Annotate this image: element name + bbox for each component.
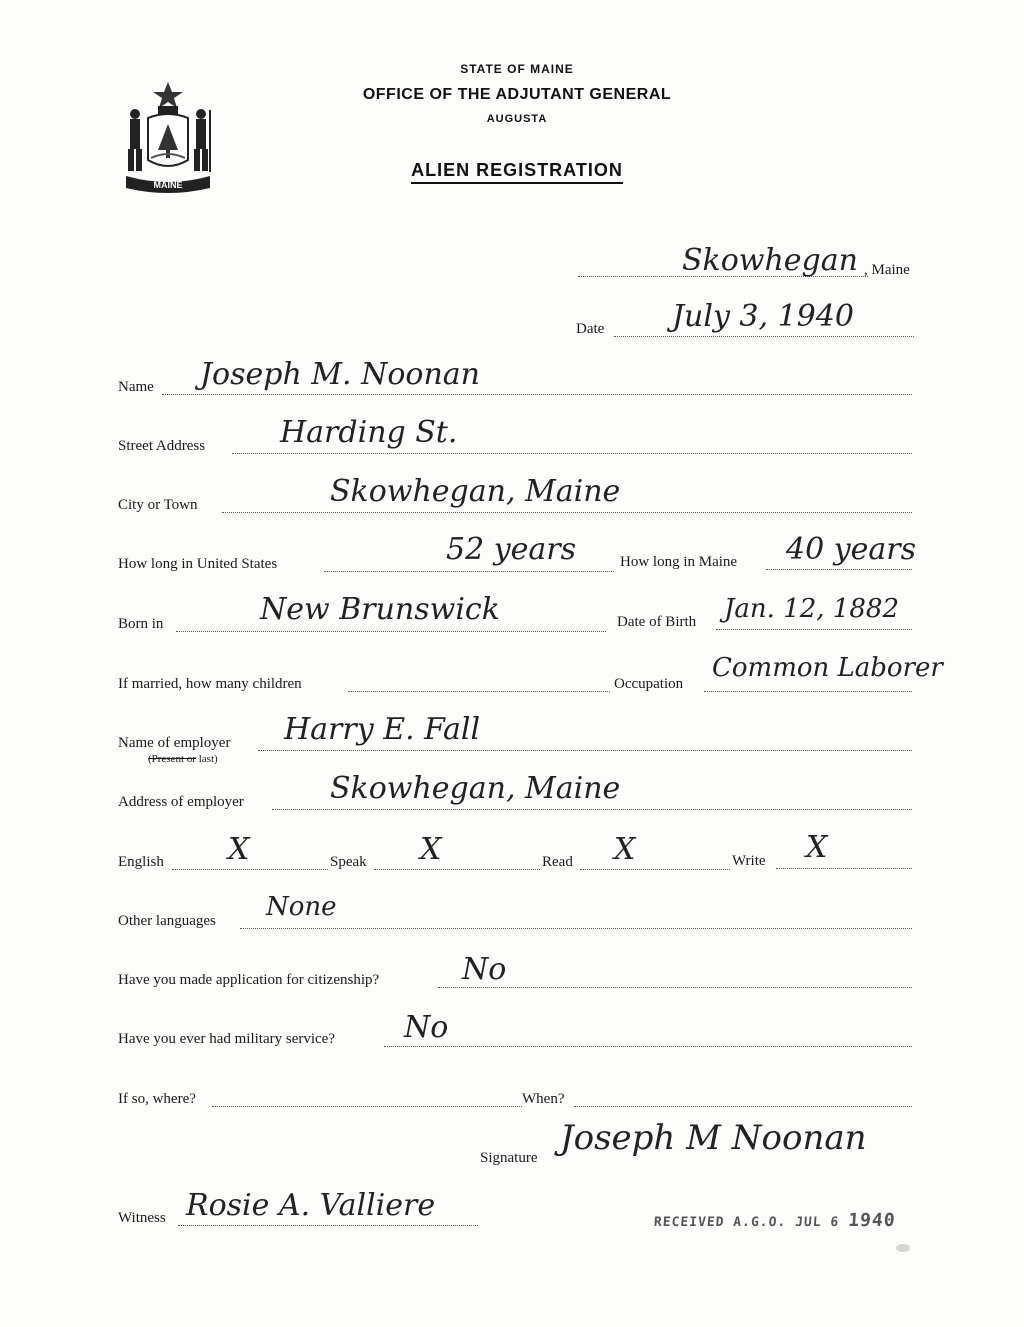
citizenship-line xyxy=(438,987,912,988)
form-title: ALIEN REGISTRATION xyxy=(5,160,1024,181)
employer-sub-label: (Present or last) xyxy=(148,753,218,765)
english-line xyxy=(172,869,328,870)
name-label: Name xyxy=(118,379,154,395)
military-value[interactable]: No xyxy=(404,1010,449,1045)
ink-smudge xyxy=(896,1244,910,1252)
signature-value[interactable]: Joseph M Noonan xyxy=(560,1118,867,1158)
city-town-line xyxy=(222,512,912,513)
occupation-line xyxy=(704,691,912,692)
read-label: Read xyxy=(542,854,573,870)
witness-line xyxy=(178,1225,478,1226)
signature-label: Signature xyxy=(480,1150,538,1166)
dob-value[interactable]: Jan. 12, 1882 xyxy=(724,594,899,624)
place-value[interactable]: Skowhegan xyxy=(682,243,858,278)
english-value[interactable]: X xyxy=(228,832,250,867)
employer-addr-label: Address of employer xyxy=(118,794,244,810)
how-long-maine-line xyxy=(766,569,912,570)
city-town-label: City or Town xyxy=(118,497,198,513)
write-value[interactable]: X xyxy=(806,830,828,865)
dob-line xyxy=(716,629,912,630)
occupation-value[interactable]: Common Laborer xyxy=(712,653,943,683)
how-long-maine-label: How long in Maine xyxy=(620,554,738,570)
read-line xyxy=(580,869,730,870)
born-in-value[interactable]: New Brunswick xyxy=(260,592,500,627)
employer-addr-value[interactable]: Skowhegan, Maine xyxy=(330,771,621,806)
office-heading: OFFICE OF THE ADJUTANT GENERAL xyxy=(362,86,672,103)
speak-value[interactable]: X xyxy=(420,832,442,867)
city-heading: AUGUSTA xyxy=(486,113,548,125)
date-value[interactable]: July 3, 1940 xyxy=(672,299,854,334)
street-line xyxy=(232,453,912,454)
dob-label: Date of Birth xyxy=(617,614,697,630)
employer-line xyxy=(258,750,912,751)
witness-label: Witness xyxy=(118,1210,166,1226)
occupation-label: Occupation xyxy=(614,676,684,692)
speak-line xyxy=(374,869,540,870)
witness-value[interactable]: Rosie A. Valliere xyxy=(186,1188,436,1223)
seal-text: MAINE xyxy=(153,180,183,190)
read-value[interactable]: X xyxy=(614,832,636,867)
children-label: If married, how many children xyxy=(118,676,302,692)
employer-addr-line xyxy=(272,809,912,810)
military-label: Have you ever had military service? xyxy=(118,1031,335,1047)
date-label: Date xyxy=(576,321,605,337)
speak-label: Speak xyxy=(330,854,367,870)
employer-label: Name of employer xyxy=(118,735,231,751)
other-lang-label: Other languages xyxy=(118,913,216,929)
other-lang-line xyxy=(240,928,912,929)
born-in-line xyxy=(176,631,606,632)
when-label: When? xyxy=(522,1091,565,1107)
received-stamp: RECEIVED A.G.O. JUL 6 1940 xyxy=(653,1210,897,1231)
how-long-us-line xyxy=(324,571,614,572)
where-label: If so, where? xyxy=(118,1091,196,1107)
write-line xyxy=(776,868,912,869)
other-lang-value[interactable]: None xyxy=(266,892,337,922)
born-in-label: Born in xyxy=(118,616,164,632)
citizenship-value[interactable]: No xyxy=(462,952,507,987)
city-town-value[interactable]: Skowhegan, Maine xyxy=(330,474,621,509)
children-line xyxy=(348,691,610,692)
name-line xyxy=(162,394,912,395)
how-long-maine-value[interactable]: 40 years xyxy=(786,532,917,567)
military-line xyxy=(384,1046,912,1047)
state-heading: STATE OF MAINE xyxy=(460,62,574,76)
employer-value[interactable]: Harry E. Fall xyxy=(284,712,481,747)
name-value[interactable]: Joseph M. Noonan xyxy=(200,357,480,392)
when-line xyxy=(574,1106,912,1107)
write-label: Write xyxy=(732,853,766,869)
street-label: Street Address xyxy=(118,438,206,454)
how-long-us-value[interactable]: 52 years xyxy=(446,532,577,567)
english-label: English xyxy=(118,854,164,870)
date-line xyxy=(614,336,914,337)
citizenship-label: Have you made application for citizenship? xyxy=(118,972,380,988)
where-line xyxy=(212,1106,522,1107)
street-value[interactable]: Harding St. xyxy=(280,415,458,450)
maine-label: , Maine xyxy=(864,262,910,278)
how-long-us-label: How long in United States xyxy=(118,556,278,572)
